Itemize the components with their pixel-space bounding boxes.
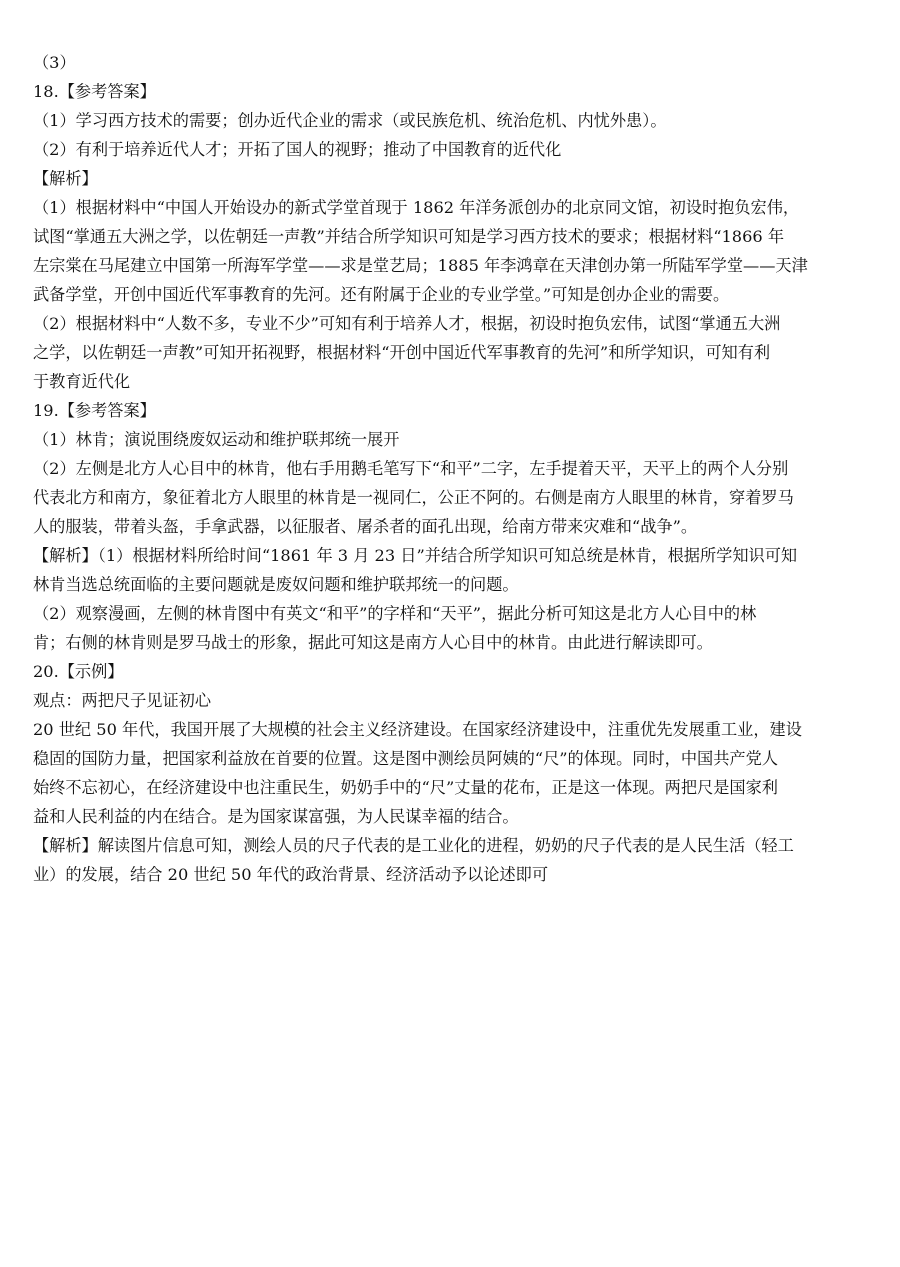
text-line: （1）林肯；演说围绕废奴运动和维护联邦统一展开 (33, 430, 400, 449)
answer-key-page (33, 48, 863, 889)
text-line: 代表北方和南方，象征着北方人眼里的林肯是一视同仁，公正不阿的。右侧是南方人眼里的林肯，穿着罗马 (33, 488, 794, 507)
text-line: 【解析】解读图片信息可知，测绘人员的尺子代表的是工业化的进程，奶奶的尺子代表的是人民生活（轻工 (33, 836, 794, 855)
text-line: （2）根据材料中“人数不多，专业不少”可知有利于培养人才，根据，初设时抱负宏伟，试图“掌通五大洲 (33, 314, 781, 333)
text-line: 益和人民利益的内在结合。是为国家谋富强，为人民谋幸福的结合。 (33, 807, 519, 826)
question-18-heading: 18.【参考答案】 (33, 82, 156, 101)
text-line: （1）根据材料中“中国人开始设办的新式学堂首现于 1862 年洋务派创办的北京同文馆，初设时抱负宏伟， (33, 198, 800, 217)
text-line: 稳固的国防力量，把国家利益放在首要的位置。这是图中测绘员阿姨的“尺”的体现。同时，中国共产党人 (33, 749, 778, 768)
text-line: 左宗棠在马尾建立中国第一所海军学堂——求是堂艺局；1885 年李鸿章在天津创办第一所陆军学堂——天津 (33, 256, 808, 275)
text-line: 林肯当选总统面临的主要问题就是废奴问题和维护联邦统一的问题。 (33, 575, 519, 594)
text-line: 人的服装，带着头盔，手拿武器，以征服者、屠杀者的面孔出现，给南方带来灾难和“战争”。 (33, 517, 698, 536)
text-line: 试图“掌通五大洲之学，以佐朝廷一声教”并结合所学知识可知是学习西方技术的要求；根据材料“1866 年 (33, 227, 785, 246)
text-line: 肯；右侧的林肯则是罗马战士的形象，据此可知这是南方人心目中的林肯。由此进行解读即可。 (33, 633, 713, 652)
text-line: 之学，以佐朝廷一声教”可知开拓视野，根据材料“开创中国近代军事教育的先河”和所学知识，可知有利 (33, 343, 771, 362)
text-line: 武备学堂，开创中国近代军事教育的先河。还有附属于企业的专业学堂。”可知是创办企业的需要。 (33, 285, 730, 304)
question-19-heading: 19.【参考答案】 (33, 401, 156, 420)
text-line: （2）观察漫画，左侧的林肯图中有英文“和平”的字样和“天平”，据此分析可知这是北方人心目中的林 (33, 604, 757, 623)
text-line: 20 世纪 50 年代，我国开展了大规模的社会主义经济建设。在国家经济建设中，注重优先发展重工业，建设 (33, 720, 802, 739)
text-line: （2）有利于培养近代人才；开拓了国人的视野；推动了中国教育的近代化 (33, 140, 562, 159)
question-20-heading: 20.【示例】 (33, 662, 124, 681)
text-line: （3） (33, 53, 76, 72)
text-line: 【解析】（1）根据材料所给时间“1861 年 3 月 23 日”并结合所学知识可知总统是林肯，根据所学知识可知 (33, 546, 798, 565)
text-line: 始终不忘初心，在经济建设中也注重民生，奶奶手中的“尺”丈量的花布，正是这一体现。两把尺是国家利 (33, 778, 778, 797)
text-line: （2）左侧是北方人心目中的林肯，他右手用鹅毛笔写下“和平”二字，左手提着天平，天平上的两个人分别 (33, 459, 789, 478)
analysis-heading: 【解析】 (33, 169, 98, 188)
text-line: 于教育近代化 (33, 372, 131, 391)
text-line: （1）学习西方技术的需要；创办近代企业的需求（或民族危机、统治危机、内忧外患）。 (33, 111, 667, 130)
text-line: 业）的发展，结合 20 世纪 50 年代的政治背景、经济活动予以论述即可 (33, 865, 549, 884)
text-line: 观点：两把尺子见证初心 (33, 691, 212, 710)
